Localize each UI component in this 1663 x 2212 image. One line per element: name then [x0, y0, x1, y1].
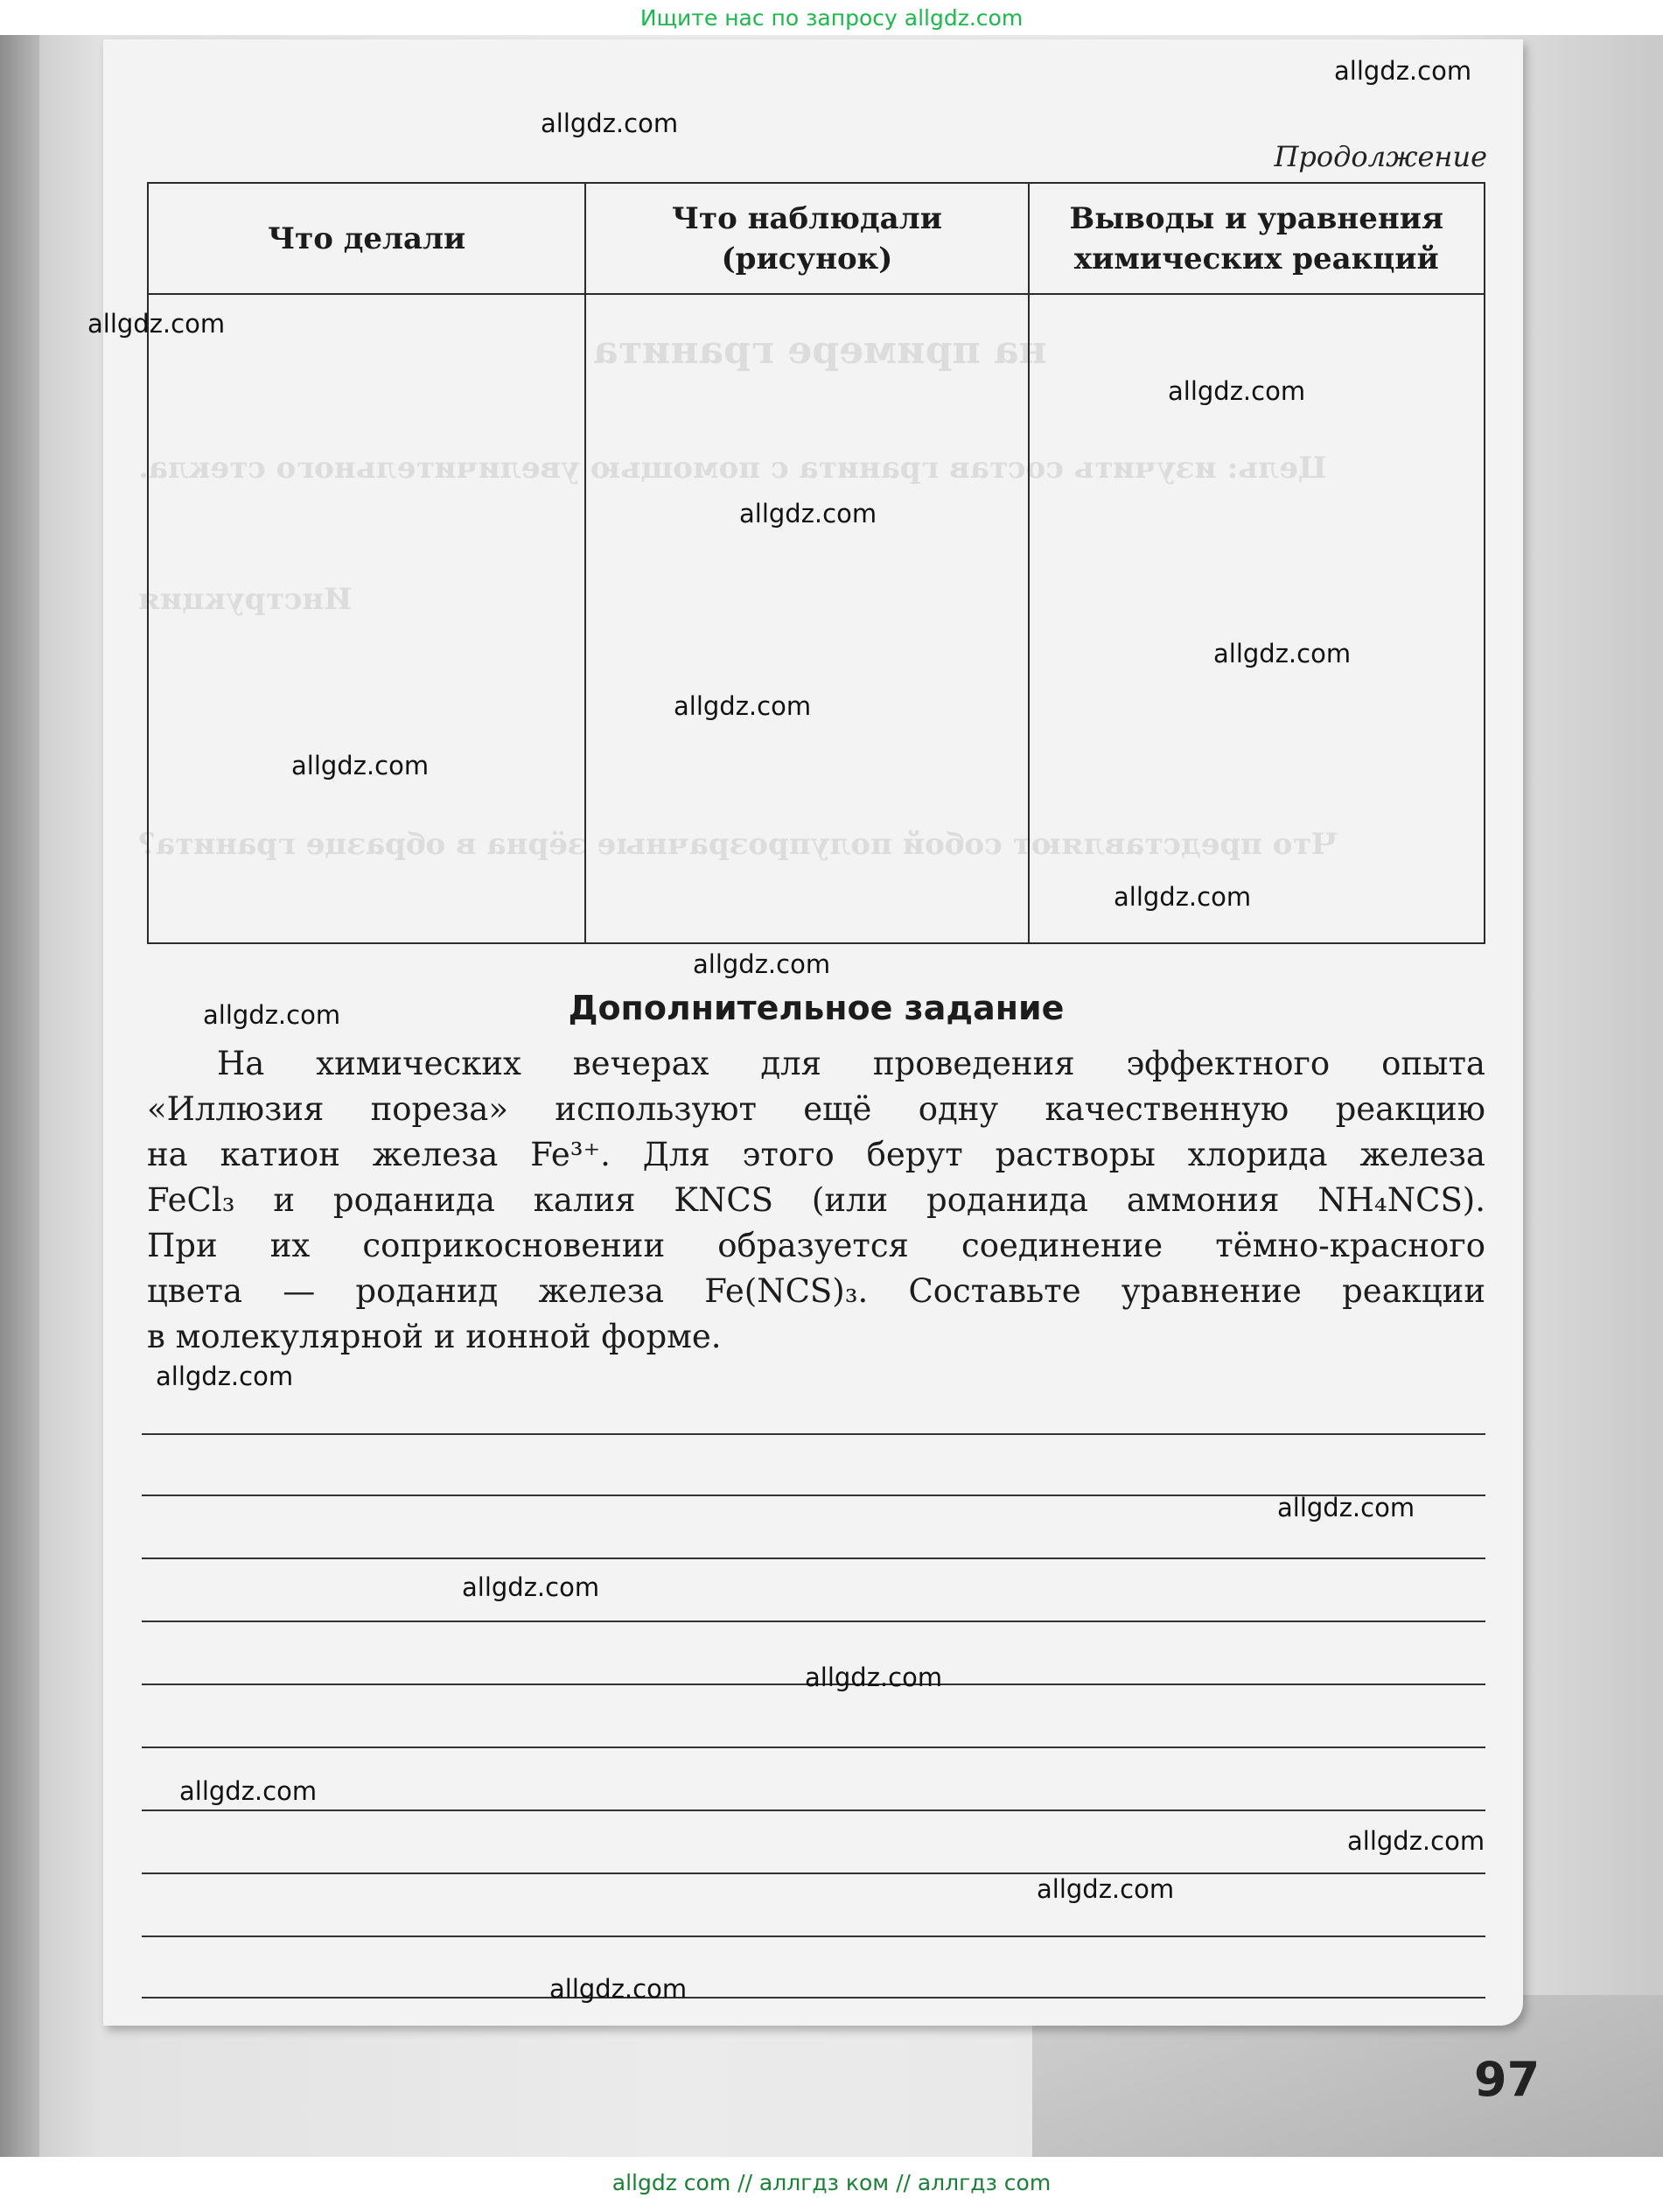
cell-what-observed[interactable]: [585, 294, 1028, 943]
bleed-through-text: Инструкция: [138, 582, 353, 617]
watermark: allgdz.com: [462, 1572, 600, 1602]
watermark: allgdz.com: [1277, 1493, 1415, 1522]
watermark: allgdz.com: [739, 499, 877, 528]
book-spine: [0, 35, 39, 2157]
bleed-through-text: на примере гранита: [593, 328, 1047, 373]
watermark: allgdz.com: [541, 108, 679, 138]
page-number: 97: [1474, 2052, 1541, 2107]
task-text: [147, 1041, 1485, 1360]
watermark: allgdz.com: [156, 1362, 294, 1391]
watermark: allgdz.com: [291, 751, 430, 780]
watermark: allgdz.com: [179, 1776, 318, 1806]
answer-line[interactable]: [142, 1936, 1485, 1937]
answer-line[interactable]: [142, 1810, 1485, 1811]
watermark: allgdz.com: [1037, 1874, 1175, 1904]
bottom-banner[interactable]: allgdz com // аллгдз ком // аллгдз com: [611, 2170, 1052, 2195]
top-banner[interactable]: Ищите нас по запросу allgdz.com: [639, 5, 1024, 31]
answer-line[interactable]: [142, 1558, 1485, 1559]
header-what-observed: Что наблюдали (рисунок): [585, 183, 1028, 294]
cell-what-done[interactable]: [148, 294, 585, 943]
watermark: allgdz.com: [203, 1000, 341, 1030]
answer-line[interactable]: [142, 1872, 1485, 1874]
watermark: allgdz.com: [1334, 56, 1472, 86]
continuation-label: Продолжение: [1274, 140, 1487, 173]
answer-line[interactable]: [142, 1433, 1485, 1435]
watermark: allgdz.com: [805, 1662, 943, 1692]
header-conclusions: Выводы и уравнения химических реакций: [1029, 183, 1485, 294]
section-title: Дополнительное задание: [568, 989, 1065, 1027]
task-line: в молекулярной и ионной форме.: [147, 1318, 722, 1355]
answer-line[interactable]: [142, 1997, 1485, 1998]
watermark: allgdz.com: [549, 1974, 688, 2004]
header-what-done: Что делали: [148, 183, 585, 294]
watermark: allgdz.com: [1213, 639, 1352, 668]
bleed-through-text: Цель: изучить состав гранита с помощью увеличительного стекла.: [138, 451, 1327, 486]
observation-table: [147, 182, 1485, 944]
task-line: на катион железа Fe³⁺. Для этого берут растворы хлорида железа: [147, 1136, 1485, 1173]
task-line: При их соприкосновении образуется соединение тёмно-красного: [147, 1227, 1485, 1264]
answer-line[interactable]: [142, 1620, 1485, 1622]
bleed-through-text: Что представляют собой полупрозрачные зёрна в образце гранита?: [138, 827, 1338, 862]
watermark: allgdz.com: [1347, 1826, 1485, 1856]
task-line: цвета — роданид железа Fe(NCS)₃. Составьте уравнение реакции: [147, 1272, 1485, 1310]
watermark: allgdz.com: [693, 949, 831, 979]
watermark: allgdz.com: [87, 309, 226, 339]
task-line: FeCl₃ и роданида калия KNCS (или роданида аммония NH₄NCS).: [147, 1181, 1485, 1219]
watermark: allgdz.com: [674, 691, 812, 721]
task-line: «Иллюзия пореза» используют ещё одну качественную реакцию: [147, 1090, 1485, 1128]
answer-line[interactable]: [142, 1746, 1485, 1748]
task-line: На химических вечерах для проведения эффектного опыта: [217, 1045, 1485, 1082]
watermark: allgdz.com: [1168, 376, 1306, 406]
watermark: allgdz.com: [1114, 882, 1252, 912]
